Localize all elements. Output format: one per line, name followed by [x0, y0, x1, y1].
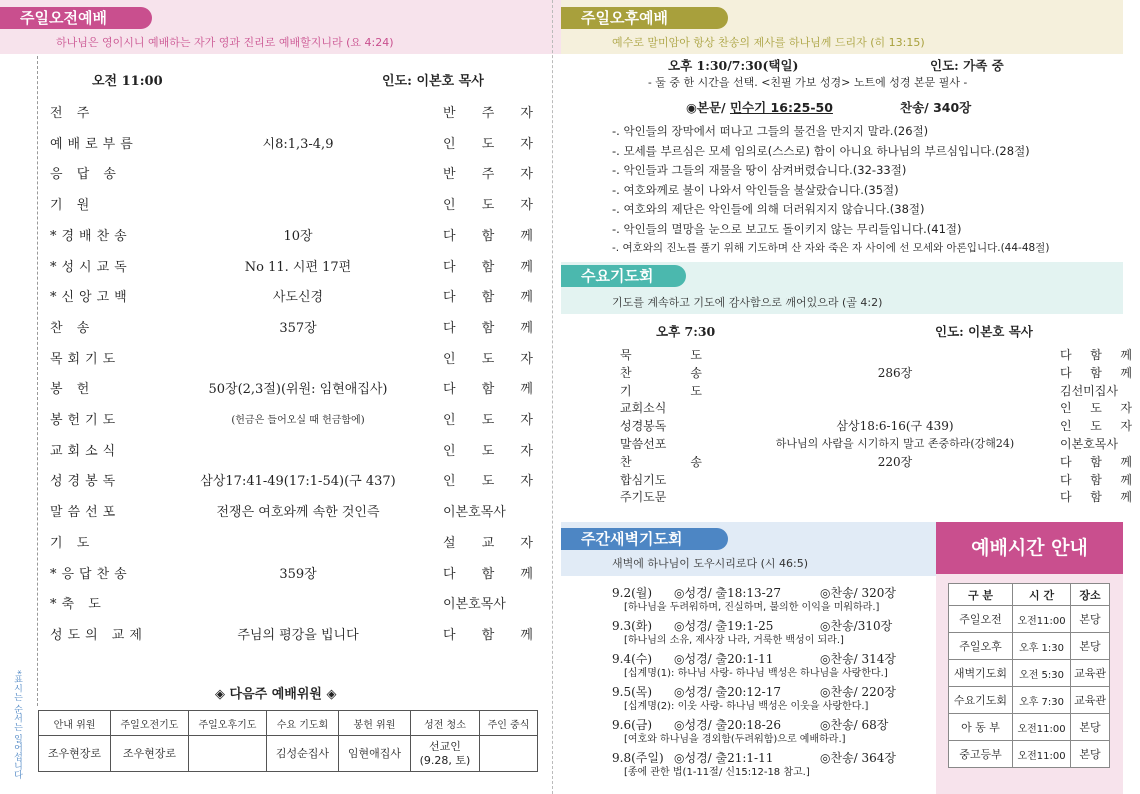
order-content: 10장: [283, 228, 313, 244]
wednesday-verse: 기도를 계속하고 기도에 감사함으로 깨어있으라 (골 4:2): [612, 296, 883, 309]
times-header: 시 간: [1013, 584, 1071, 606]
times-cell: 오전11:00: [1013, 714, 1071, 741]
committee-header: 수요 기도회: [266, 711, 338, 736]
order-item: 응 답 송: [50, 167, 121, 183]
dawn-hymn: ◎찬송/ 364장: [820, 751, 897, 765]
order-content: 사도신경: [272, 290, 324, 306]
order-row: [38, 440, 558, 464]
times-row: [949, 633, 1110, 660]
summary-line: -. 여호와께로 불이 나와서 악인들을 불살랐습니다.(35절): [612, 182, 899, 197]
dawn-day: [612, 717, 942, 746]
afternoon-text-ref: 민수기 16:25-50: [729, 100, 833, 115]
order-leader: 다 함 께: [443, 228, 533, 244]
committee-value: 임현애집사: [338, 736, 410, 772]
order-item: *성시교독: [50, 259, 132, 275]
wednesday-item: 찬 송: [620, 454, 702, 469]
committee-header: 성전 청소: [410, 711, 479, 736]
dawn-day: [612, 684, 942, 713]
order-item: 말씀선포: [50, 505, 121, 521]
order-item: *경배찬송: [50, 228, 132, 244]
wednesday-content: 하나님의 사람을 시기하지 말고 존중하라(강해24): [775, 437, 1015, 450]
order-row: [38, 532, 558, 556]
order-leader: 다 함 께: [443, 290, 533, 306]
times-row: [949, 687, 1110, 714]
summary-line: -. 여호와의 제단은 악인들에 의해 더러워지지 않습니다.(38절): [612, 202, 925, 216]
committee-header: 안내 위원: [39, 711, 111, 736]
order-leader: 다 함 께: [443, 382, 533, 398]
wednesday-row: [620, 435, 1140, 453]
order-item: 찬 송: [50, 320, 95, 336]
order-content: No 11. 시편 17편: [244, 259, 352, 275]
wednesday-time: 오후 7:30: [656, 324, 716, 339]
wednesday-leader: 다 함 께: [1060, 454, 1132, 469]
wednesday-item: 묵 도: [620, 348, 702, 362]
committee-value: [479, 736, 537, 772]
dawn-date: 9.6(금): [612, 718, 653, 732]
times-table: [948, 583, 1110, 768]
dawn-text: ◎성경/ 출19:1-25: [674, 619, 774, 633]
order-item: 성경봉독: [50, 474, 121, 490]
wednesday-leader: 인 도 자: [1060, 401, 1132, 416]
morning-time: 오전 11:00: [92, 74, 163, 89]
times-cell: 본당: [1071, 741, 1110, 768]
order-row: [38, 194, 558, 218]
wednesday-row: [620, 488, 1140, 506]
times-cell: 본당: [1071, 606, 1110, 633]
order-leader: 반 주 자: [443, 167, 533, 183]
order-item: 목회기도: [50, 351, 121, 367]
times-cell: 주일오전: [949, 606, 1013, 633]
dawn-day-line: [612, 717, 942, 733]
committee-value: [188, 736, 266, 772]
times-cell: 본당: [1071, 633, 1110, 660]
wednesday-item: 성경봉독: [620, 419, 667, 434]
dawn-day-line: [612, 585, 942, 601]
order-item: 예배로부름: [50, 136, 138, 152]
dawn-text: ◎성경/ 출20:18-26: [674, 718, 782, 732]
order-item: 봉 헌: [50, 382, 95, 398]
dawn-date: 9.4(수): [612, 652, 653, 666]
times-cell: 본당: [1071, 714, 1110, 741]
times-cell: 오후 1:30: [1013, 633, 1071, 660]
wednesday-leader: 다 함 께: [1060, 472, 1132, 487]
times-cell: 주일오후: [949, 633, 1013, 660]
dawn-verse: 새벽에 하나님이 도우시리로다 (시 46:5): [612, 557, 809, 570]
times-row: [949, 741, 1110, 768]
wednesday-row: [620, 382, 1140, 400]
order-content: 50장(2,3절)(위원: 임현애집사): [208, 382, 388, 398]
dawn-text: ◎성경/ 출20:1-11: [674, 652, 774, 666]
order-row: [38, 501, 558, 525]
times-cell: 교육관: [1071, 687, 1110, 714]
order-item: 성도의 교제: [50, 627, 147, 643]
order-leader: 인 도 자: [443, 413, 533, 428]
dawn-date: 9.3(화): [612, 619, 653, 633]
times-cell: 수요기도회: [949, 687, 1013, 714]
dawn-day-line: [612, 750, 942, 766]
order-row: [38, 133, 558, 157]
order-leader: 설 교 자: [443, 535, 533, 551]
wednesday-content: 220장: [877, 454, 913, 469]
committee-header: 주일오전기도: [111, 711, 189, 736]
order-item: 교회소식: [50, 443, 121, 459]
dawn-day: [612, 585, 942, 614]
order-leader: 이본호목사: [443, 505, 506, 521]
order-row: [38, 470, 558, 494]
dawn-day: [612, 750, 942, 779]
times-cell: 새벽기도회: [949, 660, 1013, 687]
wednesday-leader: 다 함 께: [1060, 365, 1132, 380]
dawn-date: 9.5(목): [612, 685, 653, 699]
wednesday-row: [620, 346, 1140, 364]
order-leader: 반 주 자: [443, 106, 533, 121]
next-week-title: ◈ 다음주 예배위원 ◈: [215, 687, 337, 702]
order-leader: 다 함 께: [443, 566, 533, 582]
order-row: [38, 256, 558, 280]
order-content: 주님의 평강을 빕니다: [237, 627, 359, 643]
order-leader: 다 함 께: [443, 320, 533, 336]
dawn-note: [종에 관한 법(1-11절/ 신15:12-18 참고.]: [624, 767, 810, 778]
order-content: 시8:1,3-4,9: [262, 136, 334, 152]
dawn-day-line: [612, 684, 942, 700]
order-item: *축 도: [50, 597, 106, 613]
order-row: [38, 563, 558, 587]
order-row: [38, 163, 558, 187]
wednesday-content: 삼상18:6-16(구 439): [836, 419, 954, 434]
order-row: [38, 409, 558, 433]
wednesday-leader: 다 함 께: [1060, 490, 1132, 505]
afternoon-text-label: ◉본문/: [686, 100, 726, 115]
summary-line: -. 악인들의 장막에서 떠나고 그들의 물건을 만지지 말라.(26절): [612, 124, 929, 138]
times-header: 구 분: [949, 584, 1013, 606]
morning-order: [38, 54, 547, 714]
dawn-note: [십계명(2): 이웃 사랑- 하나님 백성은 이웃을 사랑한다.]: [624, 701, 869, 712]
order-content: 삼상17:41-49(17:1-54)(구 437): [200, 474, 396, 490]
morning-title: 주일오전예배: [0, 7, 152, 29]
order-row: [38, 317, 558, 341]
committee-value: 조우현장로: [39, 736, 111, 772]
times-cell: 오전11:00: [1013, 606, 1071, 633]
afternoon-time: 오후 1:30/7:30(택일): [668, 58, 799, 73]
committee-value: 조우현장로: [111, 736, 189, 772]
wednesday-leader: 다 함 께: [1060, 348, 1132, 362]
stand-note: *표시는 순서는 일어섭니다: [12, 670, 22, 780]
afternoon-verse: 예수로 말미암아 항상 찬송의 제사를 하나님께 드리자 (히 13:15): [612, 36, 925, 49]
dawn-date: 9.8(주일): [612, 751, 664, 765]
times-cell: 교육관: [1071, 660, 1110, 687]
wednesday-item: 찬 송: [620, 365, 702, 380]
order-leader: 다 함 께: [443, 627, 533, 643]
order-leader: 인 도 자: [443, 351, 533, 367]
summary-line: -. 악인들의 멸망을 눈으로 보고도 돌이키지 않는 무리들입니다.(41절): [612, 221, 962, 236]
wednesday-content: 286장: [877, 365, 913, 380]
times-cell: 오후 7:30: [1013, 687, 1071, 714]
wednesday-row: [620, 399, 1140, 417]
dawn-hymn: ◎찬송/ 314장: [820, 652, 897, 666]
wednesday-leader: 인 도 자: [1060, 419, 1132, 434]
wednesday-leader: 김선미집사: [1060, 383, 1118, 398]
dawn-day-line: [612, 618, 942, 634]
committee-header: 주인 중식: [479, 711, 537, 736]
order-item: 봉헌기도: [50, 413, 121, 428]
order-leader: 인 도 자: [443, 198, 533, 214]
wednesday-title: 수요기도회: [561, 265, 686, 287]
order-leader: 인 도 자: [443, 443, 533, 459]
times-row: [949, 714, 1110, 741]
wednesday-item: 주기도문: [620, 490, 667, 505]
afternoon-hymn: 찬송/ 340장: [900, 100, 972, 115]
order-content: 357장: [279, 320, 317, 336]
afternoon-text: [686, 98, 833, 116]
order-content: 359장: [279, 566, 317, 582]
times-cell: 오전 5:30: [1013, 660, 1071, 687]
order-item: 기 원: [50, 198, 95, 214]
afternoon-title: 주일오후예배: [561, 7, 728, 29]
order-leader: 인 도 자: [443, 474, 533, 490]
committee-header: 주일오후기도: [188, 711, 266, 736]
dawn-day: [612, 651, 942, 680]
order-row: [38, 102, 558, 126]
dawn-title: 주간새벽기도회: [561, 528, 728, 550]
morning-leader: 인도: 이본호 목사: [382, 74, 484, 89]
wednesday-leader: 이본호목사: [1060, 437, 1118, 451]
dawn-hymn: ◎찬송/ 220장: [820, 685, 897, 699]
dawn-text: ◎성경/ 출20:12-17: [674, 685, 782, 699]
order-row: [38, 286, 558, 310]
order-leader: 다 함 께: [443, 259, 533, 275]
wednesday-item: 교회소식: [620, 401, 667, 416]
times-row: [949, 660, 1110, 687]
summary-line: -. 악인들과 그들의 재물을 땅이 삼켜버렸습니다.(32-33절): [612, 163, 907, 177]
order-item: *응답찬송: [50, 566, 132, 582]
wednesday-row: [620, 471, 1140, 489]
afternoon-note: - 둘 중 한 시간을 선택. <친필 가보 성경> 노트에 성경 본문 필사 -: [648, 76, 968, 89]
times-header: 장소: [1071, 584, 1110, 606]
order-content: (헌금은 들어오실 때 헌금함에): [231, 415, 365, 426]
afternoon-leader: 인도: 가족 중: [930, 58, 1004, 73]
wednesday-row: [620, 453, 1140, 471]
times-title-bar: [936, 522, 1123, 574]
dawn-note: [하나님을 두려워하며, 진실하며, 불의한 이익을 미워하라.]: [624, 602, 880, 613]
times-cell: 중고등부: [949, 741, 1013, 768]
wednesday-item: 말씀선포: [620, 437, 667, 451]
dawn-hymn: ◎찬송/ 320장: [820, 586, 897, 600]
times-cell: 아 동 부: [949, 714, 1013, 741]
committee-value: 선교인 (9.28, 토): [410, 736, 479, 772]
wednesday-item: 기 도: [620, 383, 702, 398]
order-leader: 인 도 자: [443, 136, 533, 152]
order-item: *신앙고백: [50, 290, 132, 306]
next-week-table: [38, 710, 538, 772]
dawn-hymn: ◎찬송/310장: [820, 619, 893, 633]
dawn-text: ◎성경/ 출21:1-11: [674, 751, 774, 765]
wednesday-item: 합심기도: [620, 472, 667, 487]
morning-verse: 하나님은 영이시니 예배하는 자가 영과 진리로 예배할지니라 (요 4:24): [56, 36, 394, 49]
committee-value: 김성순집사: [266, 736, 338, 772]
dawn-day: [612, 618, 942, 647]
times-cell: 오전11:00: [1013, 741, 1071, 768]
order-item: 전 주: [50, 106, 95, 121]
dawn-note: [십계명(1): 하나님 사랑- 하나님 백성은 하나님을 사랑한다.]: [624, 668, 888, 679]
wednesday-leader: 인도: 이본호 목사: [935, 324, 1033, 339]
summary-line: -. 모세를 부르심은 모세 임의로(스스로) 함이 아니요 하나님의 부르심입니다.(28절): [612, 143, 1030, 158]
dawn-note: [여호와 하나님을 경외함(두려워함)으로 예배하라.]: [624, 734, 846, 745]
order-row: [38, 348, 558, 372]
order-content: 전쟁은 여호와께 속한 것인즉: [216, 505, 380, 521]
dawn-text: ◎성경/ 출18:13-27: [674, 586, 782, 600]
times-row: [949, 606, 1110, 633]
summary-line: -. 여호와의 진노를 풀기 위해 기도하며 산 자와 죽은 자 사이에 선 모세와 아론입니다.(44-48절): [612, 242, 1050, 254]
times-title: 예배시간 안내: [971, 537, 1088, 559]
wednesday-row: [620, 417, 1140, 435]
dawn-date: 9.2(월): [612, 586, 653, 600]
committee-header: 봉헌 위원: [338, 711, 410, 736]
order-row: [38, 225, 558, 249]
wednesday-row: [620, 364, 1140, 382]
order-leader: 이본호목사: [443, 597, 506, 613]
order-row: [38, 593, 558, 617]
dawn-day-line: [612, 651, 942, 667]
order-row: [38, 378, 558, 402]
order-row: [38, 624, 558, 648]
order-item: 기 도: [50, 535, 95, 551]
dawn-note: [하나님의 소유, 제사장 나라, 거룩한 백성이 되라.]: [624, 635, 844, 646]
dawn-hymn: ◎찬송/ 68장: [820, 718, 889, 732]
